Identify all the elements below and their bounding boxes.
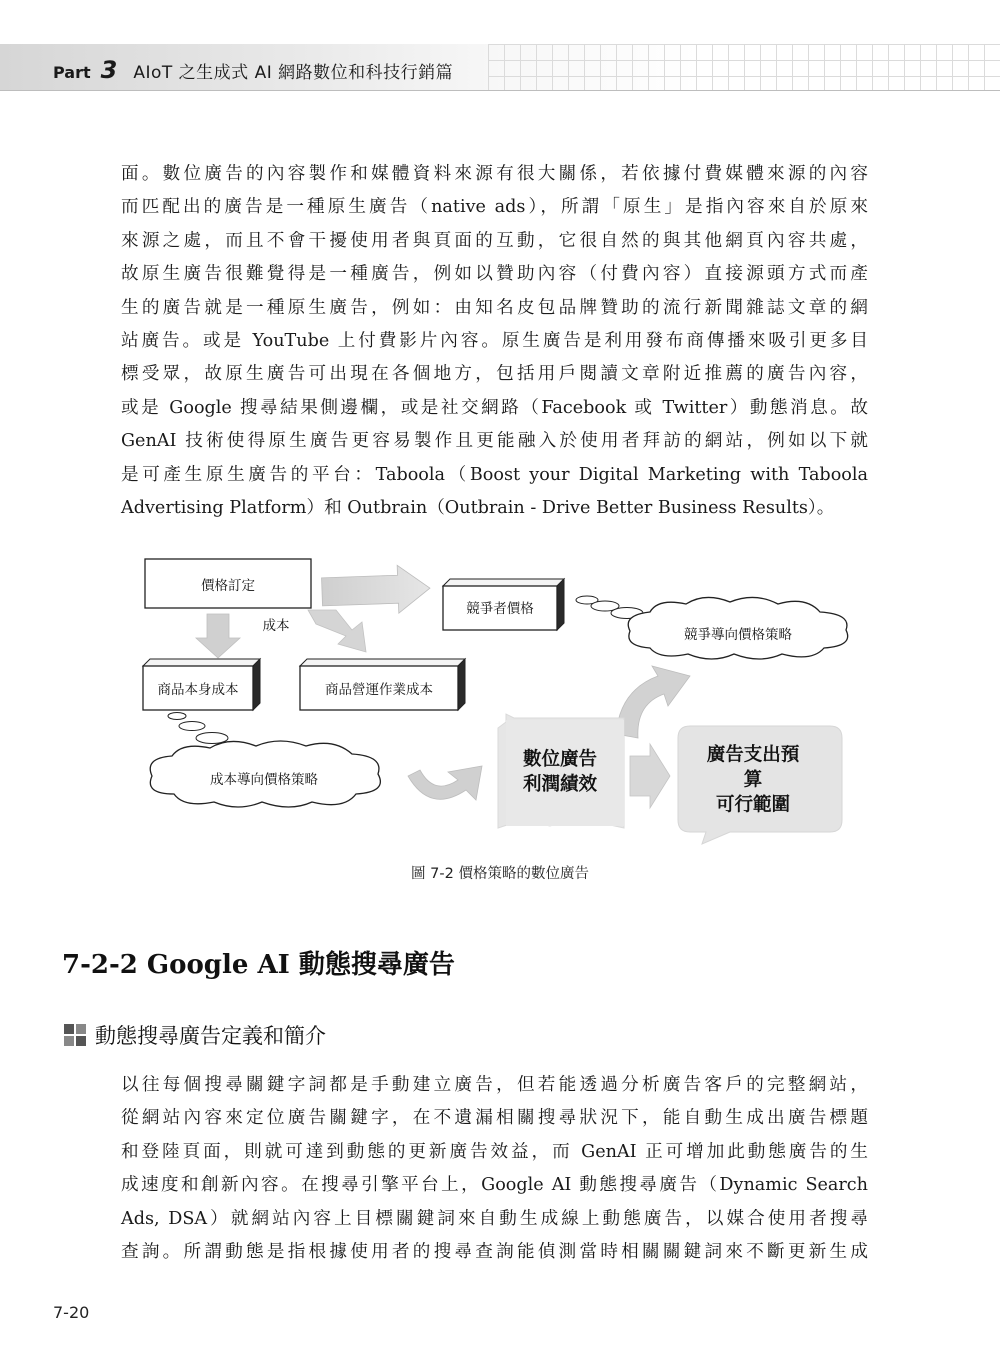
header-grid-decoration: [488, 44, 1000, 91]
curved-arrow-to-digital-ad: [408, 766, 482, 800]
arrow-to-operation-cost: [308, 610, 366, 652]
paragraph-line: 而匹配出的廣告是一種原生廣告（native ads），所謂「原生」是指內容來自於原來: [121, 197, 868, 218]
product-cost-label: 商品本身成本: [157, 682, 239, 698]
paragraph-line: 面。數位廣告的內容製作和媒體資料來源有很大關係，若依據付費媒體來源的內容: [121, 164, 868, 184]
competitor-price-label: 競爭者價格: [466, 601, 534, 617]
digital-ad-profit-label: [523, 747, 597, 797]
paragraph-line: Advertising Platform）和 Outbrain（Outbrain - Drive Better Business Results）。: [121, 498, 835, 519]
paragraph-line: 以往每個搜尋關鍵字詞都是手動建立廣告，但若能透過分析廣告客戶的完整網站，: [121, 1075, 868, 1095]
paragraph-line: 故原生廣告很難覺得是一種廣告，例如以贊助內容（付費內容）直接源頭方式而產: [121, 264, 868, 285]
paragraph-line: 成速度和創新內容。在搜尋引擎平台上，Google AI 動態搜尋廣告（Dynamic Search: [121, 1175, 868, 1196]
sub-heading: [64, 1020, 326, 1050]
cost-label: 成本: [262, 618, 290, 634]
paragraph-line: Ads, DSA）就網站內容上目標關鍵詞來自動生成線上動態廣告，以媒合使用者搜尋: [121, 1208, 868, 1229]
cost-strategy-label: 成本導向價格策略: [210, 772, 318, 788]
budget-line: 廣告支出預算: [706, 744, 800, 791]
page-number: 7-20: [53, 1303, 90, 1322]
curved-arrow-to-competition: [616, 666, 690, 738]
competition-strategy-label: 競爭導向價格策略: [684, 627, 792, 643]
profit-line: 利潤績效: [522, 774, 598, 795]
figure-caption: 圖 7-2 價格策略的數位廣告: [411, 866, 589, 882]
chapter-title: AIoT 之生成式 AI 網路數位和科技行銷篇: [133, 63, 454, 83]
section-heading: 7-2-2 Google AI 動態搜尋廣告: [62, 950, 455, 980]
range-line: 可行範圍: [715, 794, 790, 816]
budget-label: [700, 743, 807, 818]
grid-squares-icon: [64, 1024, 86, 1046]
pricing-strategy-diagram: [130, 548, 860, 848]
body-paragraph-1: [121, 158, 868, 525]
arrow-to-competitor: [321, 564, 431, 616]
paragraph-line: 查詢。所謂動態是指根據使用者的搜尋查詢能偵測當時相關關鍵詞來不斷更新生成: [121, 1242, 868, 1263]
part-label: Part: [53, 63, 91, 82]
digital-ad-line: 數位廣告: [522, 749, 598, 770]
paragraph-line: 站廣告。或是 YouTube 上付費影片內容。原生廣告是利用發布商傳播來吸引更多目: [121, 331, 868, 352]
paragraph-line: 是可產生原生廣告的平台：Taboola（Boost your Digital Marketing with Taboola: [121, 464, 868, 485]
arrow-to-budget: [630, 744, 670, 808]
header-title-group: [53, 56, 453, 82]
paragraph-line: 從網站內容來定位廣告關鍵字，在不遺漏相關搜尋狀況下，能自動生成出廣告標題: [121, 1108, 868, 1129]
paragraph-line: 和登陸頁面，則就可達到動態的更新廣告效益，而 GenAI 正可增加此動態廣告的生: [121, 1141, 868, 1162]
arrow-to-product-cost: [196, 614, 240, 658]
price-setting-label: 價格訂定: [201, 578, 255, 594]
paragraph-line: GenAI 技術使得原生廣告更容易製作且更能融入於使用者拜訪的網站，例如以下就: [121, 431, 868, 452]
body-paragraph-2: [121, 1069, 868, 1269]
part-number: 3: [100, 56, 118, 84]
operation-cost-label: 商品營運作業成本: [325, 682, 433, 698]
header-divider: [0, 90, 1000, 91]
paragraph-line: 生的廣告就是一種原生廣告，例如：由知名皮包品牌贊助的流行新聞雜誌文章的網: [121, 297, 868, 318]
paragraph-line: 來源之處，而且不會干擾使用者與頁面的互動，它很自然的與其他網頁內容共處，: [121, 230, 868, 251]
sub-heading-text: 動態搜尋廣告定義和簡介: [95, 1024, 326, 1048]
paragraph-line: 標受眾，故原生廣告可出現在各個地方，包括用戶閱讀文章附近推薦的廣告內容，: [121, 364, 868, 385]
paragraph-line: 或是 Google 搜尋結果側邊欄，或是社交網路（Facebook 或 Twitter）動態消息。故: [121, 397, 868, 418]
